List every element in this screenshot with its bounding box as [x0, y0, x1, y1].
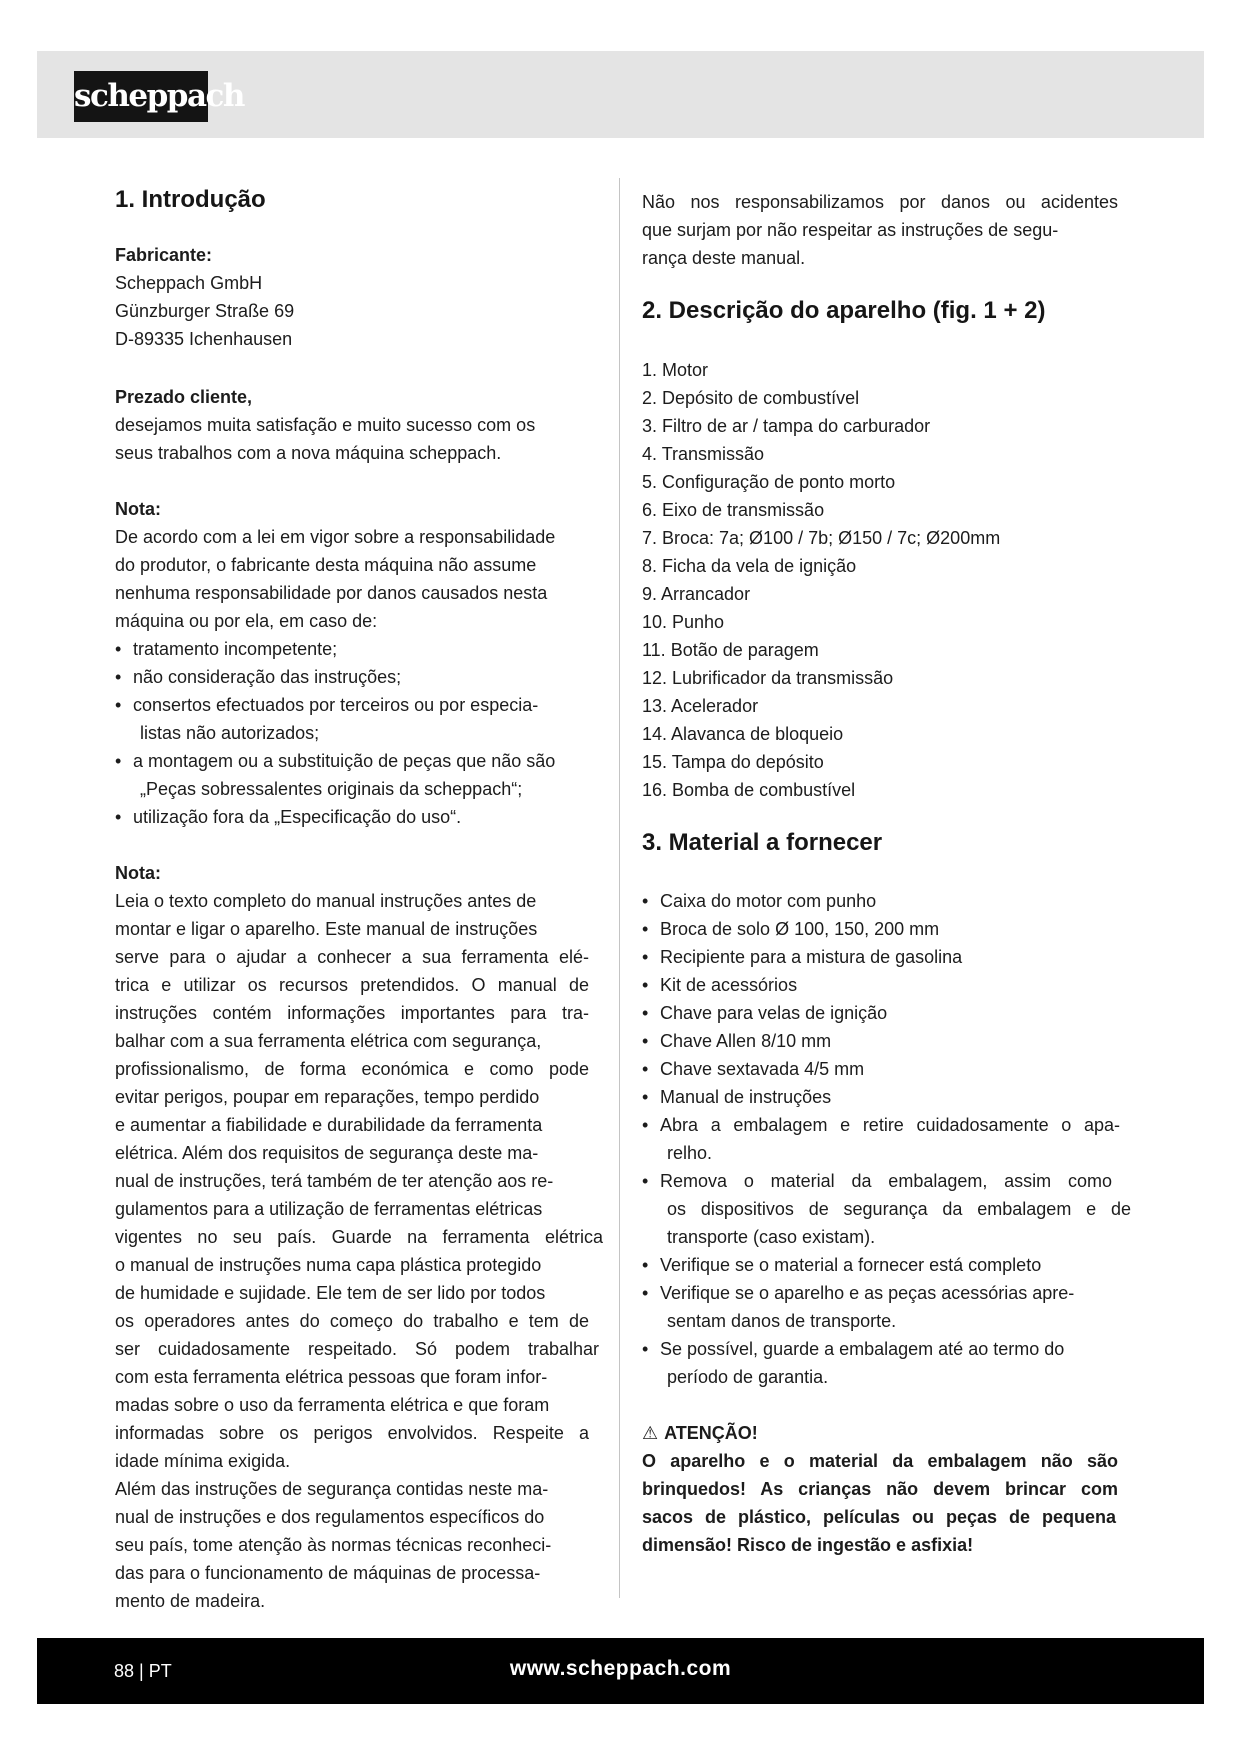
- list-item: a montagem ou a substituição de peças que não são: [133, 751, 556, 771]
- list-item: não consideração das instruções;: [133, 667, 402, 687]
- note-line: Além das instruções de segurança contidas neste ma-: [115, 1479, 549, 1499]
- disclaimer-line: Não nos responsabilizamos por danos ou acidentes: [642, 192, 1118, 212]
- note-line: com esta ferramenta elétrica pessoas que foram infor-: [115, 1367, 548, 1387]
- note-line: vigentes no seu país. Guarde na ferramenta elétrica: [115, 1227, 603, 1247]
- supply-item: Chave para velas de ignição: [660, 1003, 888, 1023]
- note-line: seu país, tome atenção às normas técnicas reconheci-: [115, 1535, 552, 1555]
- parts-list-item: 5. Configuração de ponto morto: [642, 472, 896, 492]
- note-line: instruções contém informações importantes para tra-: [115, 1003, 589, 1023]
- note-label: Nota:: [115, 499, 161, 519]
- parts-list-item: 7. Broca: 7a; Ø100 / 7b; Ø150 / 7c; Ø200mm: [642, 528, 1001, 548]
- note-line: das para o funcionamento de máquinas de processa-: [115, 1563, 541, 1583]
- supply-item: Broca de solo Ø 100, 150, 200 mm: [660, 919, 940, 939]
- warning-heading: [642, 1419, 758, 1447]
- supply-item: período de garantia.: [667, 1367, 829, 1387]
- manufacturer-line: D-89335 Ichenhausen: [115, 329, 293, 349]
- note-line: De acordo com a lei em vigor sobre a responsabilidade: [115, 527, 556, 547]
- list-item: utilização fora da „Especificação do uso“.: [133, 807, 462, 827]
- supply-item: Se possível, guarde a embalagem até ao termo do: [660, 1339, 1065, 1359]
- parts-list-item: 14. Alavanca de bloqueio: [642, 724, 844, 744]
- warning-line: sacos de plástico, películas ou peças de pequena: [642, 1507, 1116, 1527]
- bullet-icon: •: [115, 695, 122, 715]
- note-line: trica e utilizar os recursos pretendidos. O manual de: [115, 975, 589, 995]
- note-line: madas sobre o uso da ferramenta elétrica e que foram: [115, 1395, 550, 1415]
- note-line: profissionalismo, de forma económica e como pode: [115, 1059, 589, 1079]
- greeting-label: Prezado cliente,: [115, 387, 253, 407]
- parts-list-item: 1. Motor: [642, 360, 709, 380]
- note-line: montar e ligar o aparelho. Este manual de instruções: [115, 919, 538, 939]
- bullet-icon: •: [642, 1115, 649, 1135]
- note-line: os operadores antes do começo do trabalho e tem de: [115, 1311, 589, 1331]
- warning-line: O aparelho e o material da embalagem não são: [642, 1451, 1118, 1471]
- bullet-icon: •: [642, 891, 649, 911]
- manufacturer-line: Günzburger Straße 69: [115, 301, 295, 321]
- parts-list-item: 16. Bomba de combustível: [642, 780, 856, 800]
- note-line: máquina ou por ela, em caso de:: [115, 611, 378, 631]
- page-footer: [37, 1638, 1204, 1704]
- note-line: de humidade e sujidade. Ele tem de ser lido por todos: [115, 1283, 546, 1303]
- note-line: elétrica. Além dos requisitos de segurança deste ma-: [115, 1143, 539, 1163]
- supply-item: Abra a embalagem e retire cuidadosamente o apa-: [660, 1115, 1120, 1135]
- note-line: nenhuma responsabilidade por danos causados nesta: [115, 583, 548, 603]
- supply-item: transporte (caso existam).: [667, 1227, 876, 1247]
- bullet-icon: •: [115, 751, 122, 771]
- supply-item: Recipiente para a mistura de gasolina: [660, 947, 963, 967]
- section-title-supply: 3. Material a fornecer: [642, 829, 883, 856]
- supply-item: relho.: [667, 1143, 713, 1163]
- note-line: idade mínima exigida.: [115, 1451, 291, 1471]
- supply-item: Verifique se o material a fornecer está completo: [660, 1255, 1042, 1275]
- note-line: evitar perigos, poupar em reparações, tempo perdido: [115, 1087, 540, 1107]
- bullet-icon: •: [642, 1283, 649, 1303]
- page-number: 88 | PT: [114, 1661, 172, 1681]
- parts-list-item: 4. Transmissão: [642, 444, 765, 464]
- list-item: listas não autorizados;: [140, 723, 320, 743]
- section-title-description: 2. Descrição do aparelho (fig. 1 + 2): [642, 297, 1046, 324]
- note-line: mento de madeira.: [115, 1591, 266, 1611]
- parts-list-item: 9. Arrancador: [642, 584, 751, 604]
- note-line: informadas sobre os perigos envolvidos. Respeite a: [115, 1423, 589, 1443]
- supply-item: Chave Allen 8/10 mm: [660, 1031, 832, 1051]
- supply-item: Chave sextavada 4/5 mm: [660, 1059, 865, 1079]
- bullet-icon: •: [642, 975, 649, 995]
- section-title-introduction: 1. Introdução: [115, 186, 266, 213]
- bullet-icon: •: [642, 1059, 649, 1079]
- page-header: [37, 51, 1204, 138]
- parts-list-item: 10. Punho: [642, 612, 725, 632]
- supply-item: Verifique se o aparelho e as peças acessórias apre-: [660, 1283, 1075, 1303]
- supply-item: Kit de acessórios: [660, 975, 798, 995]
- list-item: tratamento incompetente;: [133, 639, 338, 659]
- note-line: nual de instruções e dos regulamentos específicos do: [115, 1507, 545, 1527]
- greeting-line: desejamos muita satisfação e muito sucesso com os: [115, 415, 536, 435]
- supply-item: Caixa do motor com punho: [660, 891, 877, 911]
- supply-item: sentam danos de transporte.: [667, 1311, 897, 1331]
- bullet-icon: •: [642, 947, 649, 967]
- note-line: gulamentos para a utilização de ferramentas elétricas: [115, 1199, 543, 1219]
- bullet-icon: •: [642, 1339, 649, 1359]
- supply-item: Remova o material da embalagem, assim como: [660, 1171, 1112, 1191]
- warning-triangle-icon: ⚠: [642, 1423, 659, 1443]
- bullet-icon: •: [642, 919, 649, 939]
- bullet-icon: •: [642, 1087, 649, 1107]
- greeting-line: seus trabalhos com a nova máquina scheppach.: [115, 443, 502, 463]
- parts-list-item: 15. Tampa do depósito: [642, 752, 824, 772]
- supply-item: Manual de instruções: [660, 1087, 832, 1107]
- note-line: serve para o ajudar a conhecer a sua ferramenta elé-: [115, 947, 589, 967]
- warning-title: ATENÇÃO!: [664, 1423, 758, 1443]
- list-item: consertos efectuados por terceiros ou por especia-: [133, 695, 539, 715]
- note-line: Leia o texto completo do manual instruções antes de: [115, 891, 537, 911]
- bullet-icon: •: [115, 807, 122, 827]
- manufacturer-label: Fabricante:: [115, 245, 213, 265]
- note-line: ser cuidadosamente respeitado. Só podem trabalhar: [115, 1339, 599, 1359]
- warning-line: brinquedos! As crianças não devem brincar com: [642, 1479, 1118, 1499]
- bullet-icon: •: [115, 667, 122, 687]
- parts-list-item: 13. Acelerador: [642, 696, 759, 716]
- note-line: o manual de instruções numa capa plástica protegido: [115, 1255, 542, 1275]
- parts-list-item: 11. Botão de paragem: [642, 640, 819, 660]
- parts-list-item: 2. Depósito de combustível: [642, 388, 860, 408]
- warning-line: dimensão! Risco de ingestão e asfixia!: [642, 1535, 974, 1555]
- parts-list-item: 8. Ficha da vela de ignição: [642, 556, 857, 576]
- note-line: nual de instruções, terá também de ter atenção aos re-: [115, 1171, 554, 1191]
- bullet-icon: •: [642, 1171, 649, 1191]
- column-divider: [619, 178, 620, 1598]
- bullet-icon: •: [642, 1031, 649, 1051]
- website-link[interactable]: www.scheppach.com: [509, 1657, 732, 1680]
- bullet-icon: •: [642, 1255, 649, 1275]
- scheppach-logo: scheppach: [74, 71, 208, 122]
- bullet-icon: •: [642, 1003, 649, 1023]
- note-line: do produtor, o fabricante desta máquina não assume: [115, 555, 537, 575]
- parts-list-item: 3. Filtro de ar / tampa do carburador: [642, 416, 931, 436]
- disclaimer-line: que surjam por não respeitar as instruções de segu-: [642, 220, 1059, 240]
- note-label: Nota:: [115, 863, 161, 883]
- bullet-icon: •: [115, 639, 122, 659]
- manufacturer-line: Scheppach GmbH: [115, 273, 263, 293]
- note-line: balhar com a sua ferramenta elétrica com segurança,: [115, 1031, 542, 1051]
- disclaimer-line: rança deste manual.: [642, 248, 806, 268]
- parts-list-item: 12. Lubrificador da transmissão: [642, 668, 894, 688]
- note-line: e aumentar a fiabilidade e durabilidade da ferramenta: [115, 1115, 543, 1135]
- supply-item: os dispositivos de segurança da embalagem e de: [667, 1199, 1131, 1219]
- parts-list-item: 6. Eixo de transmissão: [642, 500, 825, 520]
- list-item: „Peças sobressalentes originais da scheppach“;: [140, 779, 523, 799]
